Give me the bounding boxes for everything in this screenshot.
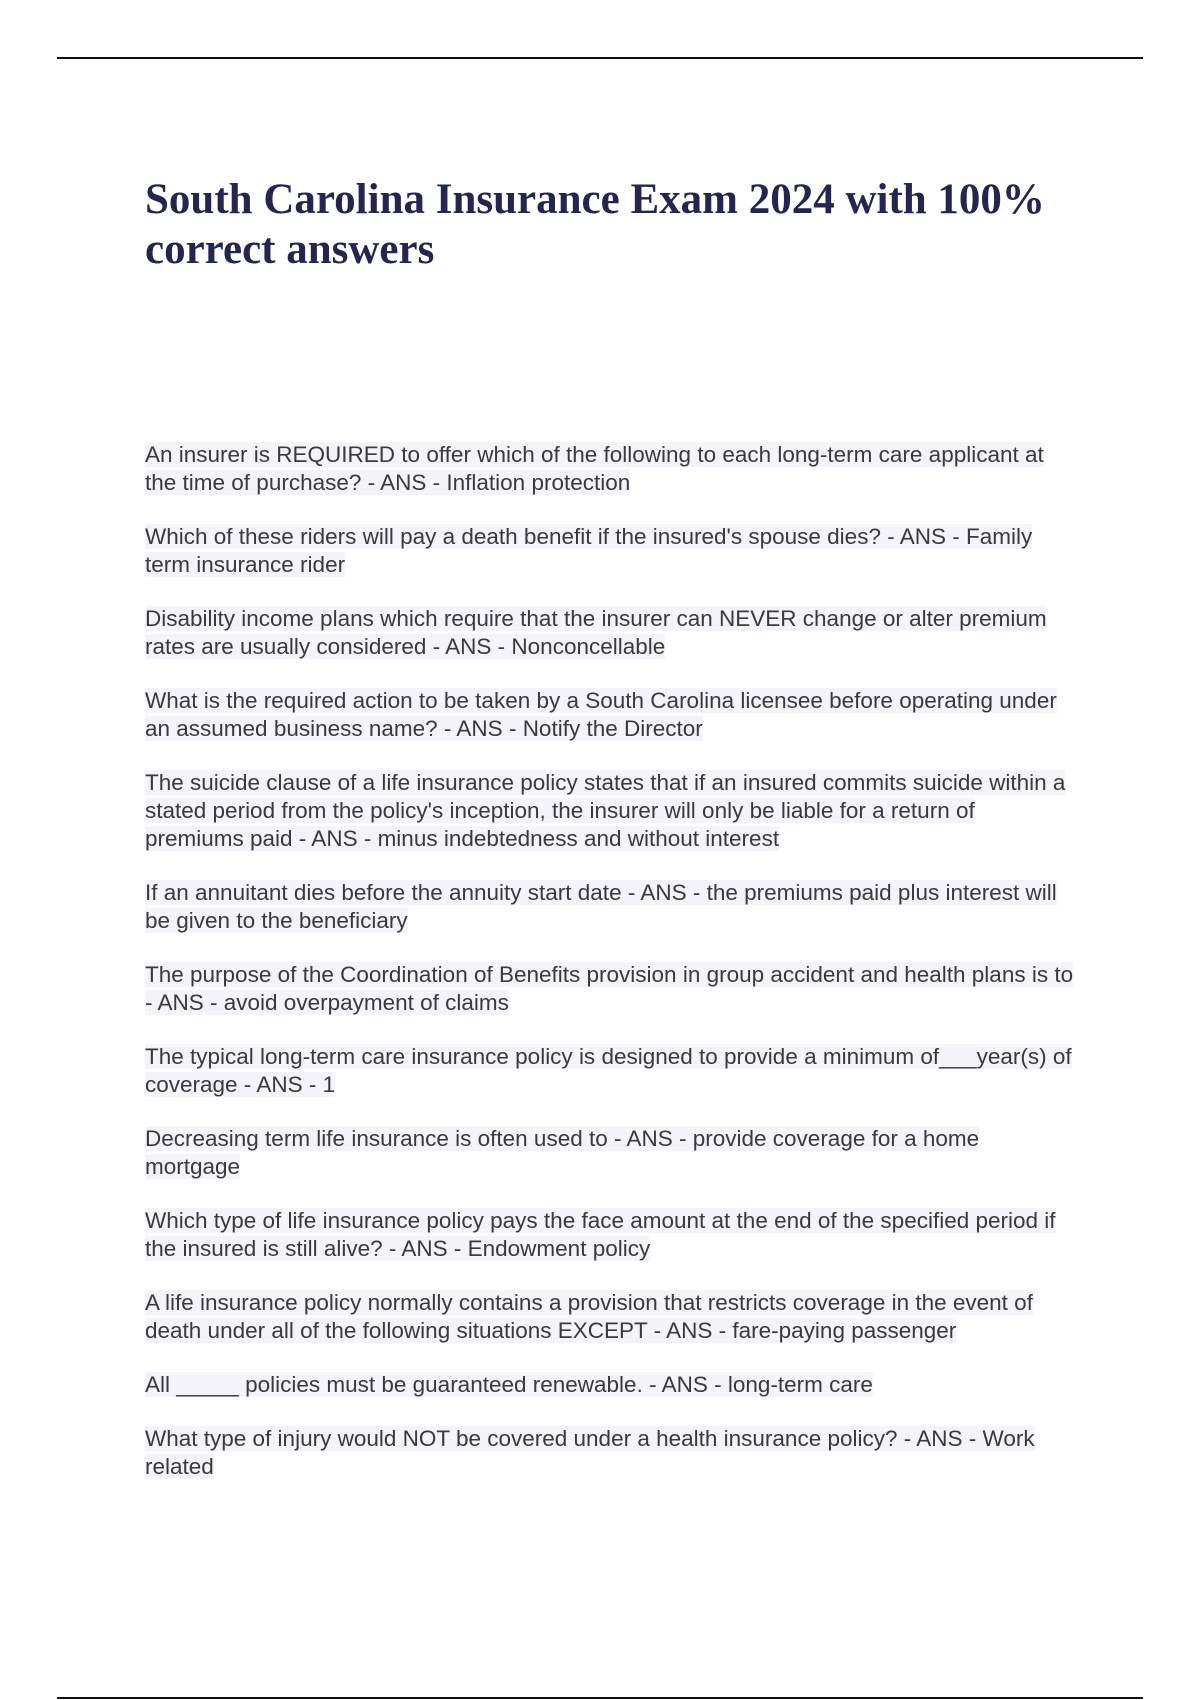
qa-item: The suicide clause of a life insurance policy states that if an insured commits suicide within a stated period from the policy's inception, the insurer will only be liable for a return of premiums paid - ANS - minus indebtedness and without interest — [145, 770, 1066, 851]
qa-list — [145, 441, 1075, 1507]
qa-item: What is the required action to be taken by a South Carolina licensee before operating under an assumed business name? - ANS - Notify the Director — [145, 688, 1057, 741]
qa-item: If an annuitant dies before the annuity start date - ANS - the premiums paid plus interest will be given to the beneficiary — [145, 880, 1057, 933]
header-rule — [57, 57, 1143, 59]
qa-item: Which type of life insurance policy pays the face amount at the end of the specified period if the insured is still alive? - ANS - Endowment policy — [145, 1208, 1056, 1261]
footer-rule — [57, 1697, 1143, 1699]
qa-item: Decreasing term life insurance is often used to - ANS - provide coverage for a home mortgage — [145, 1126, 980, 1179]
qa-item: An insurer is REQUIRED to offer which of the following to each long-term care applicant at the time of purchase? - ANS - Inflation protection — [145, 442, 1044, 495]
qa-item: What type of injury would NOT be covered under a health insurance policy? - ANS - Work related — [145, 1426, 1035, 1479]
qa-item: Which of these riders will pay a death benefit if the insured's spouse dies? - ANS - Family term insurance rider — [145, 524, 1033, 577]
qa-item: The typical long-term care insurance policy is designed to provide a minimum of___year(s) of coverage - ANS - 1 — [145, 1044, 1072, 1097]
qa-item: Disability income plans which require that the insurer can NEVER change or alter premium rates are usually considered - ANS - Nonconcellable — [145, 606, 1047, 659]
document-title: South Carolina Insurance Exam 2024 with 100% correct answers — [145, 176, 1045, 273]
qa-item: All _____ policies must be guaranteed renewable. - ANS - long-term care — [145, 1372, 873, 1397]
qa-item: The purpose of the Coordination of Benefits provision in group accident and health plans is to - ANS - avoid overpayment of claims — [145, 962, 1074, 1015]
qa-item: A life insurance policy normally contains a provision that restricts coverage in the event of death under all of the following situations EXCEPT - ANS - fare-paying passenger — [145, 1290, 1033, 1343]
